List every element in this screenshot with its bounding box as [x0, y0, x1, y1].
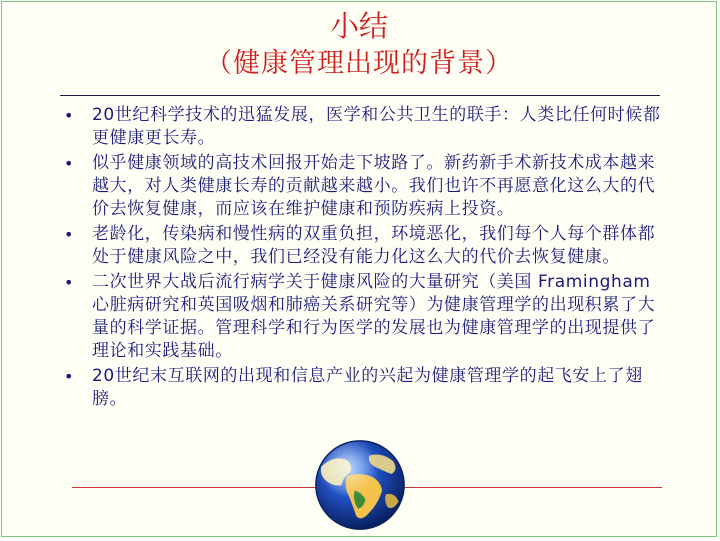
globe-icon: [314, 439, 406, 531]
bullet-item: [60, 365, 670, 411]
bullet-marker: •: [64, 106, 75, 125]
bullet-text: 20世纪末互联网的出现和信息产业的兴起为健康管理学的起飞安上了翅膀。: [92, 366, 643, 409]
bullet-list: [60, 104, 670, 413]
slide: [1, 1, 717, 537]
slide-subtitle: （健康管理出现的背景）: [205, 48, 513, 79]
bullet-text: 二次世界大战后流行病学关于健康风险的大量研究（美国 Framingham 心脏病研究和英国吸烟和肺癌关系研究等）为健康管理学的出现积累了大量的科学证据。管理科学和行为医学的发展也为健康管理学的出现提供了理论和实践基础。: [92, 272, 656, 361]
bullet-text: 似乎健康领域的高技术回报开始走下坡路了。新药新手术新技术成本越来越大，对人类健康长寿的贡献越来越小。我们也许不再愿意化这么大的代价去恢复健康，而应该在维护健康和预防疾病上投资。: [92, 153, 656, 219]
title-divider: [60, 95, 660, 96]
bullet-item: [60, 104, 670, 150]
bullet-marker: •: [64, 225, 75, 244]
slide-title: 小结: [329, 9, 388, 43]
bullet-item: [60, 223, 670, 269]
bullet-marker: •: [64, 273, 75, 292]
bullet-item: [60, 271, 670, 363]
bullet-text: 20世纪科学技术的迅猛发展，医学和公共卫生的联手：人类比任何时候都更健康更长寿。: [92, 105, 661, 148]
bullet-marker: •: [64, 367, 75, 386]
bullet-item: [60, 152, 670, 221]
bullet-marker: •: [64, 154, 75, 173]
bullet-text: 老龄化，传染病和慢性病的双重负担，环境恶化，我们每个人每个群体都处于健康风险之中，我们已经没有能力化这么大的代价去恢复健康。: [92, 224, 656, 267]
